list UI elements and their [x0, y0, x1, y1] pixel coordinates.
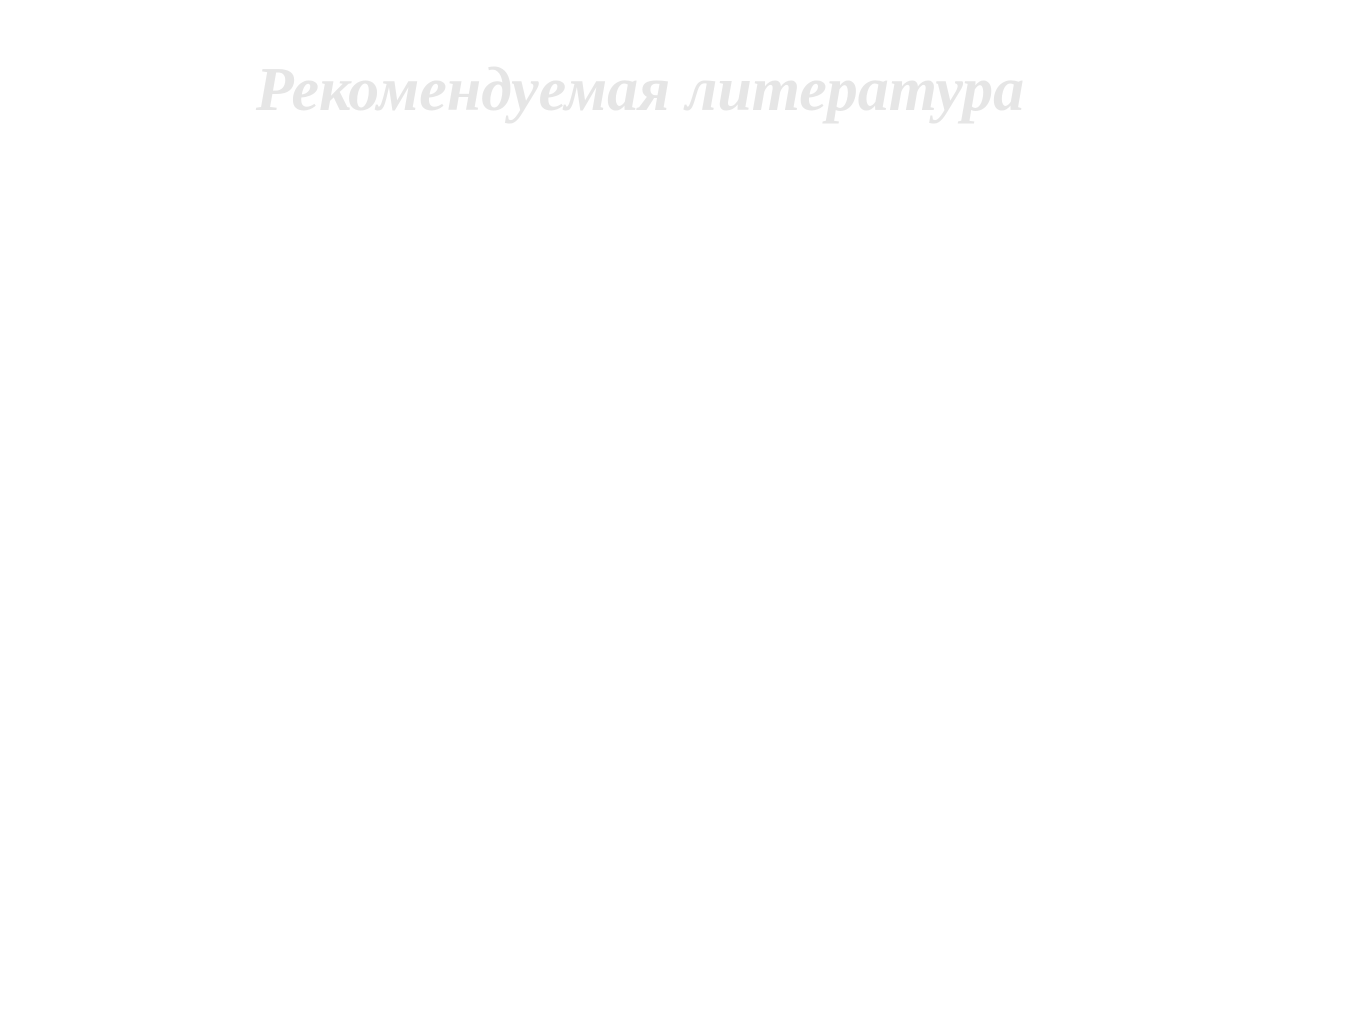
- slide-title: Рекомендуемая литература: [255, 56, 1025, 124]
- slide-body: [0, 150, 1350, 1012]
